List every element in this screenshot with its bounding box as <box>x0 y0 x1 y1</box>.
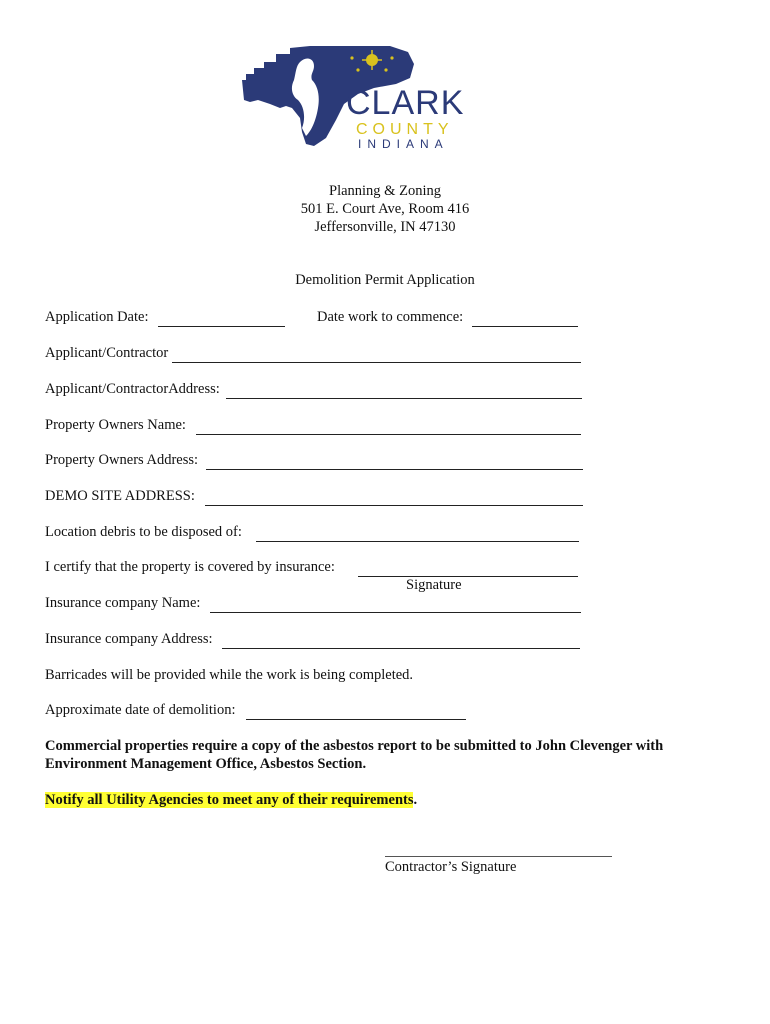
approx-date-field[interactable] <box>246 719 466 720</box>
signature-caption: Signature <box>406 577 462 593</box>
owners-name-field[interactable] <box>196 434 581 435</box>
utility-note-highlight: Notify all Utility Agencies to meet any of their requirements <box>45 792 414 808</box>
applicant-address-field[interactable] <box>226 398 582 399</box>
applicant-address-label: Applicant/ContractorAddress: <box>45 381 220 397</box>
insurance-certify-label: I certify that the property is covered by insurance: <box>45 559 335 575</box>
application-date-field[interactable] <box>158 326 285 327</box>
barricades-statement: Barricades will be provided while the work is being completed. <box>45 667 414 683</box>
contractor-signature-label: Contractor’s Signature <box>385 859 517 875</box>
office-name: Planning & Zoning <box>329 183 441 199</box>
form-title: Demolition Permit Application <box>295 272 475 288</box>
owners-address-label: Property Owners Address: <box>45 452 199 468</box>
utility-note <box>45 792 417 809</box>
demo-site-field[interactable] <box>205 505 583 506</box>
owners-name-label: Property Owners Name: <box>45 417 186 433</box>
applicant-label: Applicant/Contractor <box>45 345 169 361</box>
insurance-signature-field[interactable] <box>358 576 578 577</box>
insurance-address-label: Insurance company Address: <box>45 631 213 647</box>
office-street: 501 E. Court Ave, Room 416 <box>300 201 470 217</box>
date-work-commence-label: Date work to commence: <box>317 309 464 325</box>
commercial-note-line2: Environment Management Office, Asbestos Section. <box>45 756 367 772</box>
logo-indiana: INDIANA <box>358 137 449 150</box>
debris-location-field[interactable] <box>256 541 579 542</box>
insurance-company-label: Insurance company Name: <box>45 595 201 611</box>
date-work-commence-field[interactable] <box>472 326 578 327</box>
insurance-company-field[interactable] <box>210 612 581 613</box>
office-city: Jeffersonville, IN 47130 <box>314 219 456 235</box>
insurance-address-field[interactable] <box>222 648 580 649</box>
clark-county-logo <box>240 42 492 150</box>
debris-location-label: Location debris to be disposed of: <box>45 524 242 540</box>
commercial-note-line1: Commercial properties require a copy of the asbestos report to be submitted to John Clevenger with <box>45 738 664 754</box>
application-date-label: Application Date: <box>45 309 149 325</box>
applicant-field[interactable] <box>172 362 581 363</box>
logo-clark: CLARK <box>346 84 465 122</box>
utility-note-period: . <box>413 792 418 808</box>
approx-date-label: Approximate date of demolition: <box>45 702 236 718</box>
owners-address-field[interactable] <box>206 469 583 470</box>
logo-county: COUNTY <box>356 121 454 138</box>
contractor-signature-field[interactable] <box>385 856 612 857</box>
demo-site-label: DEMO SITE ADDRESS: <box>45 488 195 504</box>
